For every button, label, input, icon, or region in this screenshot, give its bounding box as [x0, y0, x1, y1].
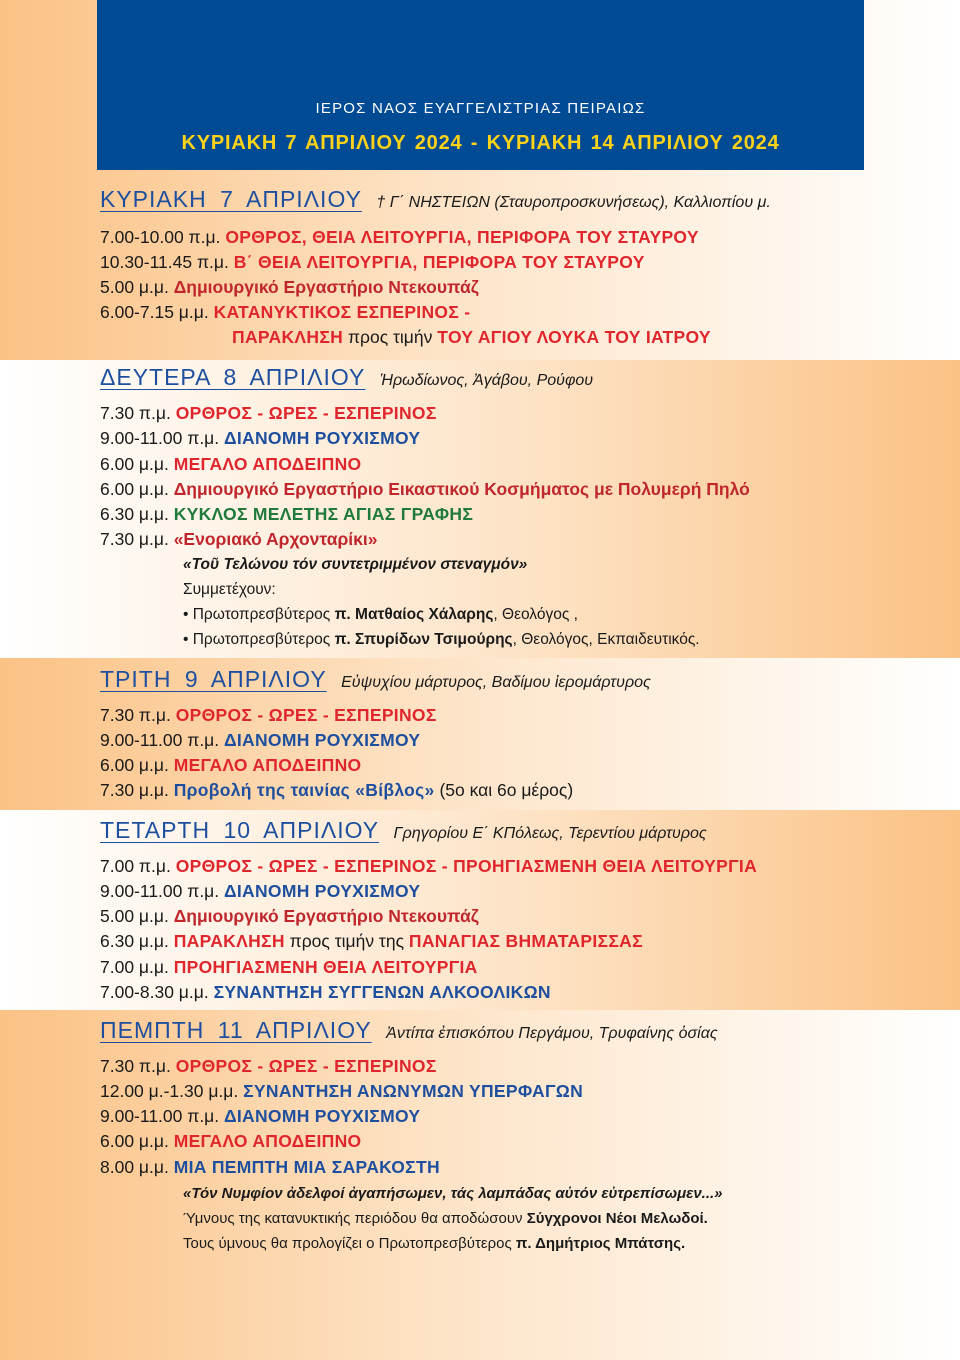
event-time: 7.30 π.μ. [100, 1056, 171, 1076]
event-title: ΚΥΚΛΟΣ ΜΕΛΕΤΗΣ ΑΓΙΑΣ ΓΡΑΦΗΣ [173, 504, 474, 524]
note-text: Τους ύμνους θα προλογίζει ο Πρωτοπρεσβύτερος [183, 1235, 512, 1252]
event-title: ΜΕΓΑΛΟ ΑΠΟΔΕΙΠΝΟ [173, 454, 362, 474]
event-time: 9.00-11.00 π.μ. [100, 881, 220, 901]
event-line [100, 504, 473, 524]
event-time: 6.00-7.15 μ.μ. [100, 302, 209, 322]
event-title: ΟΡΘΡΟΣ - ΩΡΕΣ - ΕΣΠΕΡΙΝΟΣ [175, 403, 437, 423]
event-time: 6.30 μ.μ. [100, 931, 169, 951]
event-time: 9.00-11.00 π.μ. [100, 1106, 220, 1126]
event-title: ΠΑΡΑΚΛΗΣΗ [173, 931, 285, 951]
event-connector: προς τιμήν της [289, 931, 405, 951]
participant-line [183, 630, 700, 650]
header-banner [97, 0, 864, 170]
event-line [100, 931, 643, 951]
event-time: 8.00 μ.μ. [100, 1157, 169, 1177]
event-line [100, 906, 479, 926]
event-time: 7.30 μ.μ. [100, 780, 169, 800]
event-line [100, 428, 420, 448]
event-title: ΜΕΓΑΛΟ ΑΠΟΔΕΙΠΝΟ [173, 1131, 362, 1151]
participant-name: π. Σπυρίδων Τσιμούρης [334, 631, 513, 648]
church-name: ΙΕΡΟΣ ΝΑΟΣ ΕΥΑΓΓΕΛΙΣΤΡΙΑΣ ΠΕΙΡΑΙΩΣ [315, 100, 646, 117]
event-line [100, 705, 437, 725]
event-time: 7.30 μ.μ. [100, 529, 169, 549]
event-connector: προς τιμήν [347, 327, 433, 347]
event-title: ΠΡΟΗΓΙΑΣΜΕΝΗ ΘΕΙΑ ΛΕΙΤΟΥΡΓΙΑ [173, 957, 478, 977]
event-line [100, 1157, 440, 1177]
event-title: ΟΡΘΡΟΣ - ΩΡΕΣ - ΕΣΠΕΡΙΝΟΣ [175, 705, 437, 725]
event-title: ΟΡΘΡΟΣ, ΘΕΙΑ ΛΕΙΤΟΥΡΓΙΑ, ΠΕΡΙΦΟΡΑ ΤΟΥ ΣΤΑΥΡΟΥ [225, 227, 699, 247]
event-line [100, 957, 478, 977]
event-line [100, 1056, 437, 1076]
event-line [100, 755, 361, 775]
event-time: 6.30 μ.μ. [100, 504, 169, 524]
day-title: ΚΥΡΙΑΚΗ 7 ΑΠΡΙΛΙΟΥ [100, 186, 362, 212]
event-time: 5.00 μ.μ. [100, 277, 169, 297]
day-title: ΤΡΙΤΗ 9 ΑΠΡΙΛΙΟΥ [100, 666, 327, 692]
event-time: 7.30 π.μ. [100, 705, 171, 725]
event-line [100, 227, 699, 247]
event-title: ΚΑΤΑΝΥΚΤΙΚΟΣ ΕΣΠΕΡΙΝΟΣ - [213, 302, 471, 322]
event-time: 7.00 π.μ. [100, 856, 171, 876]
day-title: ΔΕΥΤΕΡΑ 8 ΑΠΡΙΛΙΟΥ [100, 364, 366, 390]
day-heading [100, 817, 707, 844]
event-time: 6.00 μ.μ. [100, 755, 169, 775]
event-title: ΔΙΑΝΟΜΗ ΡΟΥΧΙΣΜΟΥ [224, 730, 421, 750]
event-title: ΔΙΑΝΟΜΗ ΡΟΥΧΙΣΜΟΥ [224, 428, 421, 448]
day-heading [100, 666, 651, 693]
day-title: ΠΕΜΠΤΗ 11 ΑΠΡΙΛΙΟΥ [100, 1017, 372, 1043]
event-line [100, 1131, 361, 1151]
participant-line [183, 605, 578, 625]
event-time: 6.00 μ.μ. [100, 479, 169, 499]
event-title: ΜΕΓΑΛΟ ΑΠΟΔΕΙΠΝΟ [173, 755, 362, 775]
event-line-continued [232, 327, 711, 347]
saint-of-day: Ἀντίπα ἐπισκόπου Περγάμου, Τρυφαίνης ὁσίας [386, 1025, 718, 1042]
event-line [100, 403, 437, 423]
day-heading [100, 1017, 718, 1044]
event-line [100, 780, 573, 800]
event-title: ΠΑΡΑΚΛΗΣΗ [232, 327, 344, 347]
day-heading [100, 186, 771, 213]
event-line [100, 454, 361, 474]
event-title: ΟΡΘΡΟΣ - ΩΡΕΣ - ΕΣΠΕΡΙΝΟΣ [175, 1056, 437, 1076]
event-line [100, 252, 645, 272]
participant-role: , Θεολόγος, Εκπαιδευτικός. [512, 631, 700, 648]
event-line [100, 982, 551, 1002]
event-line [100, 479, 750, 499]
event-line [100, 529, 378, 549]
event-title: ΣΥΝΑΝΤΗΣΗ ΑΝΩΝΥΜΩΝ ΥΠΕΡΦΑΓΩΝ [243, 1081, 584, 1101]
event-title: ΔΙΑΝΟΜΗ ΡΟΥΧΙΣΜΟΥ [224, 1106, 421, 1126]
saint-of-day: Ἡρωδίωνος, Ἀγάβου, Ρούφου [379, 372, 594, 389]
event-line [100, 277, 479, 297]
event-time: 6.00 μ.μ. [100, 1131, 169, 1151]
event-title: Δημιουργικό Εργαστήριο Εικαστικού Κοσμήματος με Πολυμερή Πηλό [173, 479, 750, 499]
note-performers: Σύγχρονοι Νέοι Μελωδοί. [526, 1210, 708, 1227]
event-time: 7.00-10.00 π.μ. [100, 227, 221, 247]
participants-label: Συμμετέχουν: [183, 581, 276, 598]
saint-of-day: Γρηγορίου Ε΄ ΚΠόλεως, Τερεντίου μάρτυρος [393, 825, 707, 842]
event-note [183, 1209, 708, 1229]
event-title: Β΄ ΘΕΙΑ ΛΕΙΤΟΥΡΓΙΑ, ΠΕΡΙΦΟΡΑ ΤΟΥ ΣΤΑΥΡΟΥ [233, 252, 645, 272]
event-quote: «Τόν Νυμφίον ἀδελφοί ἀγαπήσωμεν, τάς λαμπάδας αὐτόν εὐτρεπίσωμεν...» [183, 1185, 723, 1202]
talk-quote: «Τοῦ Τελώνου τόν συντετριμμένον στεναγμόν» [183, 556, 528, 573]
event-time: 7.30 π.μ. [100, 403, 171, 423]
event-time: 9.00-11.00 π.μ. [100, 730, 220, 750]
participant-title: • Πρωτοπρεσβύτερος [183, 606, 331, 623]
event-title-saint: ΤΟΥ ΑΓΙΟΥ ΛΟΥΚΑ ΤΟΥ ΙΑΤΡΟΥ [437, 327, 711, 347]
day-heading [100, 364, 593, 391]
day-title: ΤΕΤΑΡΤΗ 10 ΑΠΡΙΛΙΟΥ [100, 817, 380, 843]
event-title: Δημιουργικό Εργαστήριο Ντεκουπάζ [173, 277, 479, 297]
schedule-dates: ΚΥΡΙΑΚΗ 7 ΑΠΡΙΛΙΟΥ 2024 - ΚΥΡΙΑΚΗ 14 ΑΠΡΙΛΙΟΥ 2024 [181, 132, 780, 154]
participant-name: π. Ματθαίος Χάλαρης [334, 606, 494, 623]
event-line [100, 302, 470, 322]
event-time: 12.00 μ.-1.30 μ.μ. [100, 1081, 239, 1101]
event-time: 7.00-8.30 μ.μ. [100, 982, 209, 1002]
note-presenter: π. Δημήτριος Μπάτσης. [515, 1235, 686, 1252]
event-title: Δημιουργικό Εργαστήριο Ντεκουπάζ [173, 906, 479, 926]
participant-title: • Πρωτοπρεσβύτερος [183, 631, 331, 648]
event-line [100, 1106, 420, 1126]
event-title: ΜΙΑ ΠΕΜΠΤΗ ΜΙΑ ΣΑΡΑΚΟΣΤΗ [173, 1157, 440, 1177]
event-line [100, 856, 757, 876]
event-time: 5.00 μ.μ. [100, 906, 169, 926]
saint-of-day: † Γ΄ ΝΗΣΤΕΙΩΝ (Σταυροπροσκυνήσεως), Καλλιοπίου μ. [376, 194, 771, 211]
event-time: 10.30-11.45 π.μ. [100, 252, 229, 272]
event-title: Προβολή της ταινίας «Βίβλος» [173, 780, 435, 800]
event-time: 6.00 μ.μ. [100, 454, 169, 474]
event-line [100, 1081, 583, 1101]
note-text: Ύμνους της κατανυκτικής περιόδου θα αποδώσουν [183, 1210, 523, 1227]
event-detail: (5ο και 6ο μέρος) [439, 780, 574, 800]
event-time: 9.00-11.00 π.μ. [100, 428, 220, 448]
event-title: ΣΥΝΑΝΤΗΣΗ ΣΥΓΓΕΝΩΝ ΑΛΚΟΟΛΙΚΩΝ [213, 982, 551, 1002]
event-note [183, 1234, 685, 1254]
event-title: ΔΙΑΝΟΜΗ ΡΟΥΧΙΣΜΟΥ [224, 881, 421, 901]
saint-of-day: Εὐψυχίου μάρτυρος, Βαδίμου ἱερομάρτυρος [341, 674, 651, 691]
event-title-saint: ΠΑΝΑΓΙΑΣ ΒΗΜΑΤΑΡΙΣΣΑΣ [408, 931, 643, 951]
event-line [100, 730, 420, 750]
event-title: ΟΡΘΡΟΣ - ΩΡΕΣ - ΕΣΠΕΡΙΝΟΣ - ΠΡΟΗΓΙΑΣΜΕΝΗ ΘΕΙΑ ΛΕΙΤΟΥΡΓΙΑ [175, 856, 758, 876]
event-title: «Ενοριακό Αρχονταρίκι» [173, 529, 378, 549]
event-time: 7.00 μ.μ. [100, 957, 169, 977]
participant-role: , Θεολόγος , [493, 606, 578, 623]
event-line [100, 881, 420, 901]
